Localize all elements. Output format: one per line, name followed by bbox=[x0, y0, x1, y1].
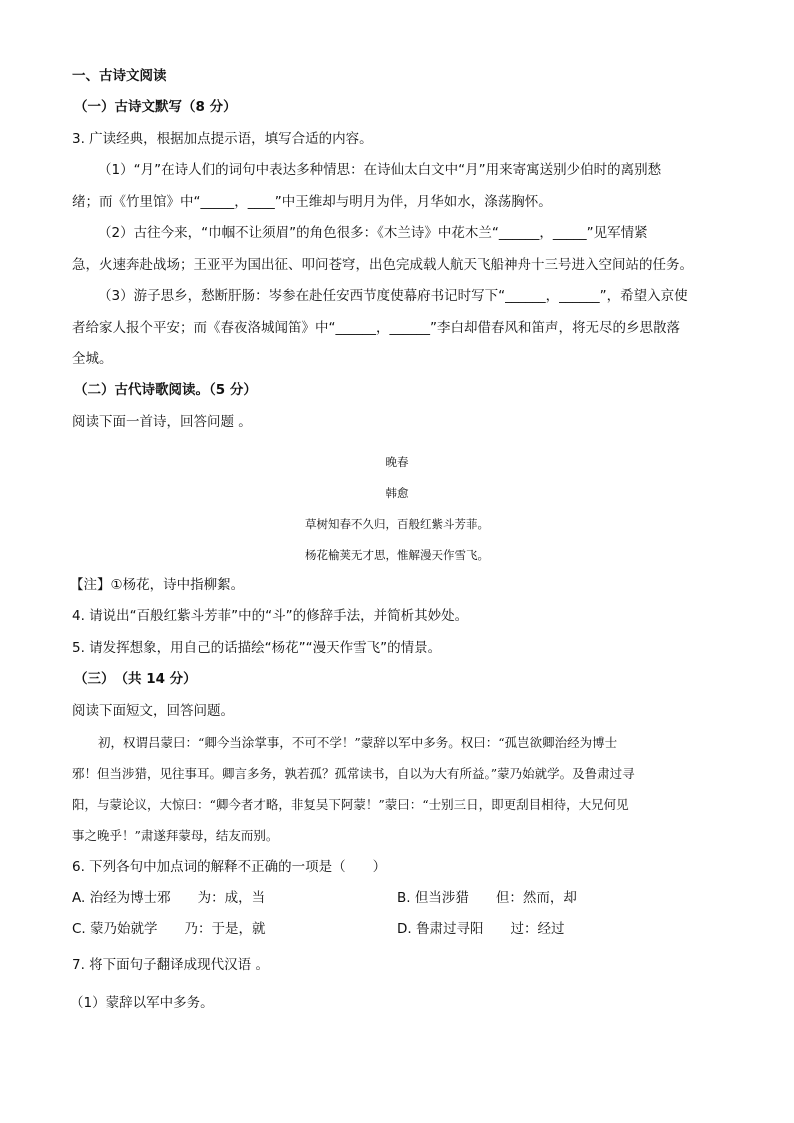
question-7-stem: 7. 将下面句子翻译成现代汉语 。 bbox=[72, 957, 269, 973]
passage-line-1: 初，权谓吕蒙曰：“卿今当涂掌事，不可不学！”蒙辞以军中多务。权曰：“孤岂欲卿治经为博士 bbox=[98, 735, 618, 750]
question-3-2-line2: 急，火速奔赴战场；王亚平为国出征、叩问苍穹，出色完成载人航天飞船神舟十三号进入空间站的任务。 bbox=[72, 257, 693, 273]
poem-author: 韩愈 bbox=[385, 486, 409, 500]
poem-title: 晚春 bbox=[385, 455, 409, 469]
passage-line-2: 邪！但当涉猎，见往事耳。卿言多务，孰若孤？孤常读书，自以为大有所益。”蒙乃始就学。及鲁肃过寻 bbox=[72, 766, 635, 781]
question-7-1: （1）蒙辞以军中多务。 bbox=[70, 995, 214, 1011]
question-3-1-line2: 绪；而《竹里馆》中“_____，____”中王维却与明月为伴，月华如水，涤荡胸怀。 bbox=[72, 194, 552, 210]
part3-intro: 阅读下面短文，回答问题。 bbox=[72, 703, 234, 719]
question-3-3-line2: 者给家人报个平安；而《春夜洛城闻笛》中“______，______”李白却借春风和笛声，将无尽的乡思散落 bbox=[72, 320, 680, 336]
part1-title: （一）古诗文默写（8 分） bbox=[74, 99, 237, 115]
option-a: A. 治经为博士邪 为：成，当 bbox=[72, 890, 266, 906]
poem-line-2: 杨花榆荚无才思，惟解漫天作雪飞。 bbox=[305, 548, 489, 562]
section-title: 一、古诗文阅读 bbox=[72, 68, 167, 84]
question-6-stem: 6. 下列各句中加点词的解释不正确的一项是（ ） bbox=[72, 859, 387, 875]
option-c: C. 蒙乃始就学 乃：于是，就 bbox=[72, 921, 266, 937]
question-5: 5. 请发挥想象，用自己的话描绘“杨花”“漫天作雪飞”的情景。 bbox=[72, 640, 442, 656]
option-b: B. 但当涉猎 但：然而，却 bbox=[397, 890, 577, 906]
option-d: D. 鲁肃过寻阳 过：经过 bbox=[397, 921, 565, 937]
poem-line-1: 草树知春不久归，百般红紫斗芳菲。 bbox=[305, 517, 489, 531]
question-3-3-line3: 全城。 bbox=[72, 351, 113, 367]
passage-line-4: 事之晚乎！”肃遂拜蒙母，结友而别。 bbox=[72, 828, 279, 843]
passage-line-3: 阳，与蒙论议，大惊曰：“卿今者才略，非复吴下阿蒙！”蒙曰：“士别三日，即更刮目相待，大兄何见 bbox=[72, 797, 629, 812]
question-3-2-line1: （2）古往今来，“巾帼不让须眉”的角色很多：《木兰诗》中花木兰“______，_____”见军情紧 bbox=[98, 225, 648, 241]
poem-note: 【注】①杨花，诗中指柳絮。 bbox=[70, 577, 245, 593]
question-4: 4. 请说出“百般红紫斗芳菲”中的“斗”的修辞手法，并简析其妙处。 bbox=[72, 608, 469, 624]
part2-title: （二）古代诗歌阅读。（5 分） bbox=[74, 382, 257, 398]
question-3-3-line1: （3）游子思乡，愁断肝肠：岑参在赴任安西节度使幕府书记时写下“______，______”，希望入京使 bbox=[98, 288, 688, 304]
question-3-stem: 3. 广读经典，根据加点提示语，填写合适的内容。 bbox=[72, 131, 373, 147]
part3-title: （三） （共 14 分） bbox=[74, 671, 197, 687]
part2-intro: 阅读下面一首诗，回答问题 。 bbox=[72, 414, 252, 430]
question-3-1-line1: （1）“月”在诗人们的词句中表达多种情思：在诗仙太白文中“月”用来寄寓送别少伯时的离别愁 bbox=[98, 162, 662, 178]
